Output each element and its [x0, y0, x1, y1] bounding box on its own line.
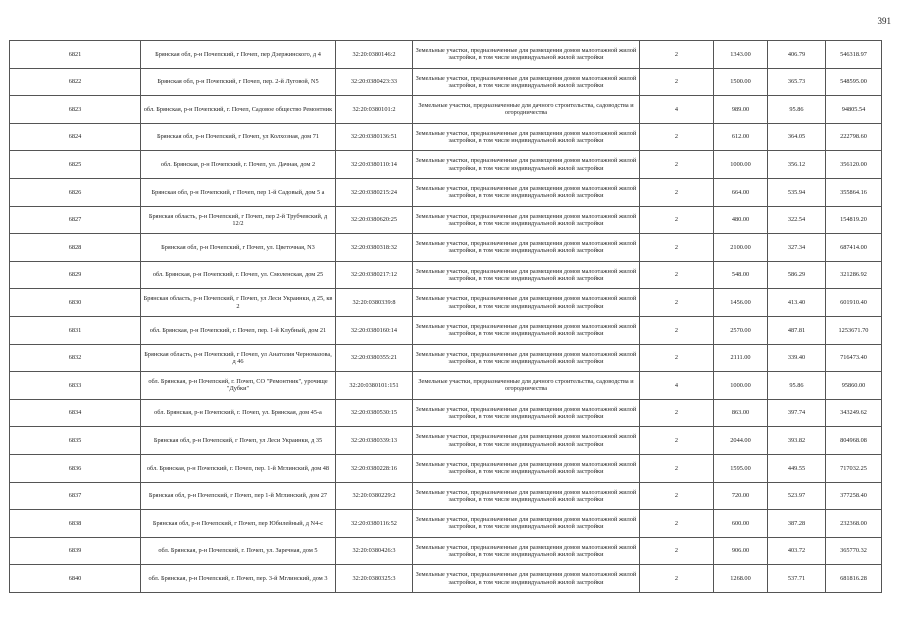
address-cell: обл. Брянская, р-н Почепский, г. Почеп, ул. Заречная, дом 5 — [141, 537, 336, 565]
address-cell: обл. Брянская, р-н Почепский, г. Почеп, ул. Дачная, дом 2 — [141, 151, 336, 179]
land-use-cell: Земельные участки, предназначенные для размещения домов малоэтажной жилой застройки, в том числе индивидуальной жилой застройки — [413, 123, 640, 151]
table-row — [10, 454, 882, 482]
group-cell: 2 — [640, 454, 714, 482]
cadastral-number-cell: 32:20:0380229:2 — [336, 482, 413, 510]
area-cell: 1268.00 — [714, 565, 768, 593]
land-use-cell: Земельные участки, предназначенные для дачного строительства, садоводства и огородничества — [413, 372, 640, 400]
row-id-cell: 6836 — [10, 454, 141, 482]
area-cell: 1000.00 — [714, 151, 768, 179]
table-row — [10, 565, 882, 593]
cadastral-value-cell: 94805.54 — [826, 96, 882, 124]
cadastral-number-cell: 32:20:0380136:51 — [336, 123, 413, 151]
cadastral-value-cell: 356120.00 — [826, 151, 882, 179]
cadastral-number-cell: 32:20:0380101:2 — [336, 96, 413, 124]
cadastral-value-cell: 1253671.70 — [826, 316, 882, 344]
table-row — [10, 234, 882, 262]
cadastral-number-cell: 32:20:0380339:13 — [336, 427, 413, 455]
group-cell: 2 — [640, 537, 714, 565]
address-cell: Брянская область, р-н Почепский, г Почеп, пер 2-й Трубчевский, д 12/2 — [141, 206, 336, 234]
area-cell: 720.00 — [714, 482, 768, 510]
area-cell: 2044.00 — [714, 427, 768, 455]
row-id-cell: 6823 — [10, 96, 141, 124]
area-cell: 1500.00 — [714, 68, 768, 96]
area-cell: 548.00 — [714, 261, 768, 289]
cadastral-number-cell: 32:20:0380325:3 — [336, 565, 413, 593]
address-cell: Брянская обл, р-н Почепский, г Почеп, ул Колхозная, дом 71 — [141, 123, 336, 151]
cadastral-value-cell: 804968.08 — [826, 427, 882, 455]
cadastral-number-cell: 32:20:0380339:8 — [336, 289, 413, 317]
area-cell: 2570.00 — [714, 316, 768, 344]
row-id-cell: 6827 — [10, 206, 141, 234]
group-cell: 2 — [640, 123, 714, 151]
area-cell: 2111.00 — [714, 344, 768, 372]
table-row — [10, 316, 882, 344]
land-use-cell: Земельные участки, предназначенные для размещения домов малоэтажной жилой застройки, в том числе индивидуальной жилой застройки — [413, 399, 640, 427]
group-cell: 2 — [640, 482, 714, 510]
group-cell: 2 — [640, 178, 714, 206]
cadastral-number-cell: 32:20:0380423:33 — [336, 68, 413, 96]
rate-cell: 339.40 — [768, 344, 826, 372]
rate-cell: 397.74 — [768, 399, 826, 427]
area-cell: 1000.00 — [714, 372, 768, 400]
table-row — [10, 68, 882, 96]
land-use-cell: Земельные участки, предназначенные для размещения домов малоэтажной жилой застройки, в том числе индивидуальной жилой застройки — [413, 482, 640, 510]
area-cell: 600.00 — [714, 510, 768, 538]
rate-cell: 327.34 — [768, 234, 826, 262]
rate-cell: 487.81 — [768, 316, 826, 344]
cadastral-value-cell: 343249.62 — [826, 399, 882, 427]
rate-cell: 537.71 — [768, 565, 826, 593]
group-cell: 2 — [640, 427, 714, 455]
row-id-cell: 6835 — [10, 427, 141, 455]
rate-cell: 449.55 — [768, 454, 826, 482]
rate-cell: 586.29 — [768, 261, 826, 289]
table-row — [10, 510, 882, 538]
group-cell: 2 — [640, 41, 714, 69]
cadastral-number-cell: 32:20:0380228:16 — [336, 454, 413, 482]
group-cell: 2 — [640, 68, 714, 96]
group-cell: 2 — [640, 510, 714, 538]
cadastral-number-cell: 32:20:0380217:12 — [336, 261, 413, 289]
address-cell: обл. Брянская, р-н Почепский, г. Почеп, Садовое общество Ремонтник — [141, 96, 336, 124]
cadastral-number-cell: 32:20:0380426:3 — [336, 537, 413, 565]
rate-cell: 403.72 — [768, 537, 826, 565]
address-cell: обл. Брянская, р-н Почепский, г. Почеп, пер. 3-й Мглинский, дом 3 — [141, 565, 336, 593]
address-cell: обл. Брянская, р-н Почепский, г. Почеп, пер. 1-й Мглинский, дом 48 — [141, 454, 336, 482]
address-cell: Брянская обл, р-н Почепский, г Почеп, ул Леси Украинки, д 35 — [141, 427, 336, 455]
area-cell: 863.00 — [714, 399, 768, 427]
cadastral-number-cell: 32:20:0380318:32 — [336, 234, 413, 262]
group-cell: 2 — [640, 344, 714, 372]
area-cell: 989.00 — [714, 96, 768, 124]
cadastral-value-cell: 681816.28 — [826, 565, 882, 593]
cadastral-number-cell: 32:20:0380160:14 — [336, 316, 413, 344]
group-cell: 2 — [640, 234, 714, 262]
cadastral-number-cell: 32:20:0380110:14 — [336, 151, 413, 179]
land-use-cell: Земельные участки, предназначенные для размещения домов малоэтажной жилой застройки, в том числе индивидуальной жилой застройки — [413, 206, 640, 234]
address-cell: Брянская обл, р-н Почепский, г Почеп, пер 1-й Садовый, дом 5 а — [141, 178, 336, 206]
row-id-cell: 6839 — [10, 537, 141, 565]
cadastral-value-cell: 601910.40 — [826, 289, 882, 317]
area-cell: 612.00 — [714, 123, 768, 151]
cadastral-number-cell: 32:20:0380146:2 — [336, 41, 413, 69]
table-row — [10, 206, 882, 234]
address-cell: Брянская область, р-н Почепский, г Почеп, ул Анатолия Черномазова, д 46 — [141, 344, 336, 372]
rate-cell: 322.54 — [768, 206, 826, 234]
area-cell: 1456.00 — [714, 289, 768, 317]
table-row — [10, 151, 882, 179]
row-id-cell: 6840 — [10, 565, 141, 593]
group-cell: 4 — [640, 96, 714, 124]
row-id-cell: 6838 — [10, 510, 141, 538]
rate-cell: 406.79 — [768, 41, 826, 69]
land-use-cell: Земельные участки, предназначенные для размещения домов малоэтажной жилой застройки, в том числе индивидуальной жилой застройки — [413, 537, 640, 565]
land-use-cell: Земельные участки, предназначенные для размещения домов малоэтажной жилой застройки, в том числе индивидуальной жилой застройки — [413, 510, 640, 538]
row-id-cell: 6830 — [10, 289, 141, 317]
cadastral-value-cell: 717032.25 — [826, 454, 882, 482]
rate-cell: 523.97 — [768, 482, 826, 510]
land-use-cell: Земельные участки, предназначенные для размещения домов малоэтажной жилой застройки, в том числе индивидуальной жилой застройки — [413, 316, 640, 344]
cadastral-value-cell: 222798.60 — [826, 123, 882, 151]
area-cell: 1595.00 — [714, 454, 768, 482]
table-row — [10, 482, 882, 510]
row-id-cell: 6834 — [10, 399, 141, 427]
row-id-cell: 6832 — [10, 344, 141, 372]
table-row — [10, 289, 882, 317]
land-use-cell: Земельные участки, предназначенные для размещения домов малоэтажной жилой застройки, в том числе индивидуальной жилой застройки — [413, 427, 640, 455]
land-use-cell: Земельные участки, предназначенные для размещения домов малоэтажной жилой застройки, в том числе индивидуальной жилой застройки — [413, 178, 640, 206]
row-id-cell: 6824 — [10, 123, 141, 151]
area-cell: 664.00 — [714, 178, 768, 206]
rate-cell: 535.94 — [768, 178, 826, 206]
land-use-cell: Земельные участки, предназначенные для размещения домов малоэтажной жилой застройки, в том числе индивидуальной жилой застройки — [413, 68, 640, 96]
address-cell: обл. Брянская, р-н Почепский, г. Почеп, ул. Смоленская, дом 25 — [141, 261, 336, 289]
table-body — [10, 41, 882, 593]
rate-cell: 356.12 — [768, 151, 826, 179]
address-cell: обл. Брянская, р-н Почепский, г. Почеп, ул. Брянская, дом 45-а — [141, 399, 336, 427]
table-row — [10, 178, 882, 206]
area-cell: 2100.00 — [714, 234, 768, 262]
rate-cell: 95.86 — [768, 372, 826, 400]
cadastral-value-cell: 232368.00 — [826, 510, 882, 538]
cadastre-table — [9, 40, 882, 593]
address-cell: Брянская обл, р-н Почепский, г Почеп, пер Юбилейный, д N4-с — [141, 510, 336, 538]
address-cell: обл. Брянская, р-н Почепский, г. Почеп, пер. 1-й Клубный, дом 21 — [141, 316, 336, 344]
row-id-cell: 6826 — [10, 178, 141, 206]
cadastral-number-cell: 32:20:0380101:151 — [336, 372, 413, 400]
row-id-cell: 6837 — [10, 482, 141, 510]
land-use-cell: Земельные участки, предназначенные для дачного строительства, садоводства и огородничества — [413, 96, 640, 124]
table-row — [10, 96, 882, 124]
land-use-cell: Земельные участки, предназначенные для размещения домов малоэтажной жилой застройки, в том числе индивидуальной жилой застройки — [413, 289, 640, 317]
group-cell: 2 — [640, 206, 714, 234]
group-cell: 2 — [640, 316, 714, 344]
address-cell: Брянская обл, р-н Почепский, г Почеп, ул. Цветочная, N3 — [141, 234, 336, 262]
table-row — [10, 427, 882, 455]
area-cell: 1343.00 — [714, 41, 768, 69]
cadastral-value-cell: 321286.92 — [826, 261, 882, 289]
cadastral-number-cell: 32:20:0380116:52 — [336, 510, 413, 538]
cadastral-value-cell: 355864.16 — [826, 178, 882, 206]
table-row — [10, 372, 882, 400]
cadastral-value-cell: 716473.40 — [826, 344, 882, 372]
row-id-cell: 6831 — [10, 316, 141, 344]
page-number: 391 — [877, 16, 891, 26]
table-row — [10, 399, 882, 427]
cadastral-value-cell: 377258.40 — [826, 482, 882, 510]
rate-cell: 365.73 — [768, 68, 826, 96]
rate-cell: 95.86 — [768, 96, 826, 124]
group-cell: 2 — [640, 261, 714, 289]
land-use-cell: Земельные участки, предназначенные для размещения домов малоэтажной жилой застройки, в том числе индивидуальной жилой застройки — [413, 454, 640, 482]
row-id-cell: 6825 — [10, 151, 141, 179]
group-cell: 2 — [640, 151, 714, 179]
cadastral-number-cell: 32:20:0380355:21 — [336, 344, 413, 372]
row-id-cell: 6822 — [10, 68, 141, 96]
cadastral-number-cell: 32:20:0380620:25 — [336, 206, 413, 234]
rate-cell: 413.40 — [768, 289, 826, 317]
rate-cell: 393.82 — [768, 427, 826, 455]
table-row — [10, 41, 882, 69]
cadastral-value-cell: 548595.00 — [826, 68, 882, 96]
cadastral-value-cell: 687414.00 — [826, 234, 882, 262]
area-cell: 480.00 — [714, 206, 768, 234]
table-row — [10, 344, 882, 372]
group-cell: 2 — [640, 399, 714, 427]
cadastral-value-cell: 154819.20 — [826, 206, 882, 234]
cadastral-value-cell: 365770.32 — [826, 537, 882, 565]
row-id-cell: 6833 — [10, 372, 141, 400]
table-row — [10, 261, 882, 289]
land-use-cell: Земельные участки, предназначенные для размещения домов малоэтажной жилой застройки, в том числе индивидуальной жилой застройки — [413, 344, 640, 372]
land-use-cell: Земельные участки, предназначенные для размещения домов малоэтажной жилой застройки, в том числе индивидуальной жилой застройки — [413, 261, 640, 289]
group-cell: 4 — [640, 372, 714, 400]
group-cell: 2 — [640, 565, 714, 593]
land-use-cell: Земельные участки, предназначенные для размещения домов малоэтажной жилой застройки, в том числе индивидуальной жилой застройки — [413, 565, 640, 593]
cadastral-number-cell: 32:20:0380215:24 — [336, 178, 413, 206]
group-cell: 2 — [640, 289, 714, 317]
address-cell: Брянская обл, р-н Почепский, г Почеп, пер 1-й Мглинский, дом 27 — [141, 482, 336, 510]
cadastral-number-cell: 32:20:0380530:15 — [336, 399, 413, 427]
land-use-cell: Земельные участки, предназначенные для размещения домов малоэтажной жилой застройки, в том числе индивидуальной жилой застройки — [413, 234, 640, 262]
land-use-cell: Земельные участки, предназначенные для размещения домов малоэтажной жилой застройки, в том числе индивидуальной жилой застройки — [413, 41, 640, 69]
rate-cell: 387.28 — [768, 510, 826, 538]
rate-cell: 364.05 — [768, 123, 826, 151]
address-cell: Брянская обл, р-н Почепский, г Почеп, пер. 2-й Луговой, N5 — [141, 68, 336, 96]
table-row — [10, 123, 882, 151]
address-cell: Брянская область, р-н Почепский, г Почеп, ул Леси Украинки, д 25, кв 2 — [141, 289, 336, 317]
land-use-cell: Земельные участки, предназначенные для размещения домов малоэтажной жилой застройки, в том числе индивидуальной жилой застройки — [413, 151, 640, 179]
address-cell: обл. Брянская, р-н Почепский, г. Почеп, СО "Ремонтник", урочище "Дубки" — [141, 372, 336, 400]
area-cell: 906.00 — [714, 537, 768, 565]
row-id-cell: 6821 — [10, 41, 141, 69]
cadastral-value-cell: 546318.97 — [826, 41, 882, 69]
row-id-cell: 6829 — [10, 261, 141, 289]
table-row — [10, 537, 882, 565]
address-cell: Брянская обл, р-н Почепский, г Почеп, пер Дзержинского, д 4 — [141, 41, 336, 69]
cadastral-value-cell: 95860.00 — [826, 372, 882, 400]
row-id-cell: 6828 — [10, 234, 141, 262]
